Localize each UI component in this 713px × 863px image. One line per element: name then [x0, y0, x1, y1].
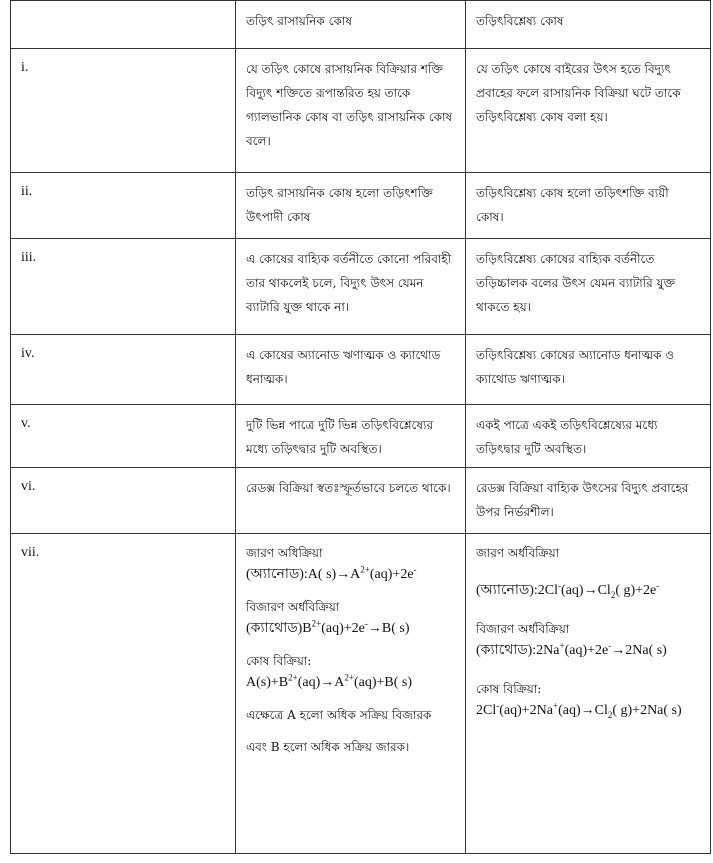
row-number-cell: [11, 468, 236, 534]
galvanic-cell: [236, 534, 466, 854]
electrolytic-text: তড়িৎবিশ্লেষ্য কোষের অ্যানোড ধনাত্মক ও ক্যাথোড ঋণাত্মক।: [476, 348, 675, 386]
row-number-cell: [11, 49, 236, 173]
row-number-cell: [11, 405, 236, 468]
reduction-label: বিজারণ অর্ধবিক্রিয়া: [476, 622, 570, 636]
table-row: [11, 335, 711, 405]
table-row: [11, 173, 711, 239]
header-row: [11, 1, 711, 49]
cell-reaction-label: কোষ বিক্রিয়া:: [476, 682, 542, 696]
row-number-cell: [11, 534, 236, 854]
electrolytic-cell: [466, 239, 711, 335]
comparison-table: [10, 0, 711, 854]
header-cell-blank: [11, 1, 236, 49]
electrolytic-column-heading: তড়িৎবিশ্লেষ্য কোষ: [476, 14, 564, 28]
galvanic-text: এ কোষের অ্যানোড ঋণাত্মক ও ক্যাথোড ধনাত্মক।: [246, 348, 441, 386]
electrolytic-text: তড়িৎবিশ্লেষ্য কোষের বাহ্যিক বর্তনীতে তড়িচ্চালক বলের উৎস যেমন ব্যাটারি যুক্ত থাকতে হয়।: [476, 252, 676, 314]
note-line-1: এক্ষেত্রে A হলো অধিক সক্রিয় বিজারক: [246, 708, 432, 722]
row-number-cell: [11, 239, 236, 335]
galvanic-text: যে তড়িৎ কোষে রাসায়নিক বিক্রিয়ার শক্তি বিদ্যুৎ শক্তিতে রূপান্তরিত হয় তাকে গ্যালভানিক কোষ বা তড়িৎ রাসায়নিক কোষ বলে।: [246, 62, 453, 148]
galvanic-cell: [236, 49, 466, 173]
row-number: iii.: [21, 250, 37, 265]
table-row: [11, 49, 711, 173]
table-row: [11, 468, 711, 534]
electrolytic-text: তড়িৎবিশ্লেষ্য কোষ হলো তড়িৎশক্তি ব্যয়ী কোষ।: [476, 186, 669, 224]
header-cell-electrolytic: [466, 1, 711, 49]
electrolytic-cell: [466, 335, 711, 405]
electrolytic-cell: [466, 173, 711, 239]
row-number: vi.: [21, 479, 36, 494]
galvanic-text: এ কোষের বাহ্যিক বর্তনীতে কোনো পরিবাহী তার থাকলেই চলে, বিদ্যুৎ উৎস যেমন ব্যাটারি যুক্ত থাকে না।: [246, 252, 452, 314]
electrolytic-text: একই পাত্রে একই তড়িৎবিশ্লেষ্যের মধ্যে তড়িৎদ্বার দুটি অবস্থিত।: [476, 418, 658, 456]
table-row: [11, 534, 711, 854]
cell-reaction-equation: $A(s)+B^{2+}(aq)\to A^{2+}(aq)+B$( s): [246, 672, 412, 690]
row-number: i.: [21, 60, 29, 75]
note-line-2: এবং B হলো অধিক সক্রিয় জারক।: [246, 740, 410, 754]
galvanic-column-heading: তড়িৎ রাসায়নিক কোষ: [246, 14, 352, 28]
row-number-cell: [11, 173, 236, 239]
galvanic-text: রেডক্স বিক্রিয়া স্বতঃস্ফূর্তভাবে চলতে থাকে।: [246, 481, 451, 495]
table-row: [11, 405, 711, 468]
oxidation-equation: (অ্যানোড):A( $s)\to A^{2+}(aq)+2e^-$: [246, 564, 417, 582]
galvanic-cell: [236, 239, 466, 335]
reduction-label: বিজারণ অর্ধবিক্রিয়া: [246, 600, 340, 614]
electrolytic-text: রেডক্স বিক্রিয়া বাহ্যিক উৎসের বিদ্যুৎ প্রবাহের উপর নির্ভরশীল।: [476, 481, 689, 519]
electrolytic-cell: [466, 534, 711, 854]
row-number: iv.: [21, 346, 35, 361]
oxidation-label: জারণ অর্ধবিক্রিয়া: [476, 546, 560, 560]
electrolytic-cell: [466, 49, 711, 173]
galvanic-cell: [236, 335, 466, 405]
oxidation-label: জারণ অধিক্রিয়া: [246, 546, 323, 560]
row-number: v.: [21, 416, 31, 431]
table-row: [11, 239, 711, 335]
electrolytic-cell: [466, 468, 711, 534]
row-number: ii.: [21, 184, 33, 199]
galvanic-text: তড়িৎ রাসায়নিক কোষ হলো তড়িৎশক্তি উৎপাদী কোষ: [246, 186, 433, 224]
electrolytic-text: যে তড়িৎ কোষে বাইরের উৎস হতে বিদ্যুৎ প্রবাহের ফলে রাসায়নিক বিক্রিয়া ঘটে তাকে তড়িৎবিশ্লেষ্য কোষ বলা হয়।: [476, 62, 681, 124]
galvanic-cell: [236, 405, 466, 468]
cell-reaction-equation: $2Cl^-(aq)+2Na^+(aq)\to Cl_2$( g)+2Na( s): [476, 700, 682, 720]
galvanic-text: দুটি ভিন্ন পাত্রে দুটি ভিন্ন তড়িৎবিশ্লেষ্যের মধ্যে তড়িৎদ্বার দুটি অবস্থিত।: [246, 418, 434, 456]
row-number-cell: [11, 335, 236, 405]
header-cell-galvanic: [236, 1, 466, 49]
galvanic-cell: [236, 468, 466, 534]
galvanic-cell: [236, 173, 466, 239]
cell-reaction-label: কোষ বিক্রিয়া:: [246, 654, 312, 668]
electrolytic-cell: [466, 405, 711, 468]
reduction-equation: $(ক্যাথোড)B^{2+}(aq)+2e^-\to B$( s): [246, 618, 410, 636]
row-number: vii.: [21, 545, 40, 560]
reduction-equation: (ক্যাথোড):2Na+(aq)+2e-→2Na( s): [476, 640, 667, 658]
oxidation-equation: $(অ্যানোড):2Cl^-(aq)\to Cl_2$( g)+2e-: [476, 580, 660, 600]
